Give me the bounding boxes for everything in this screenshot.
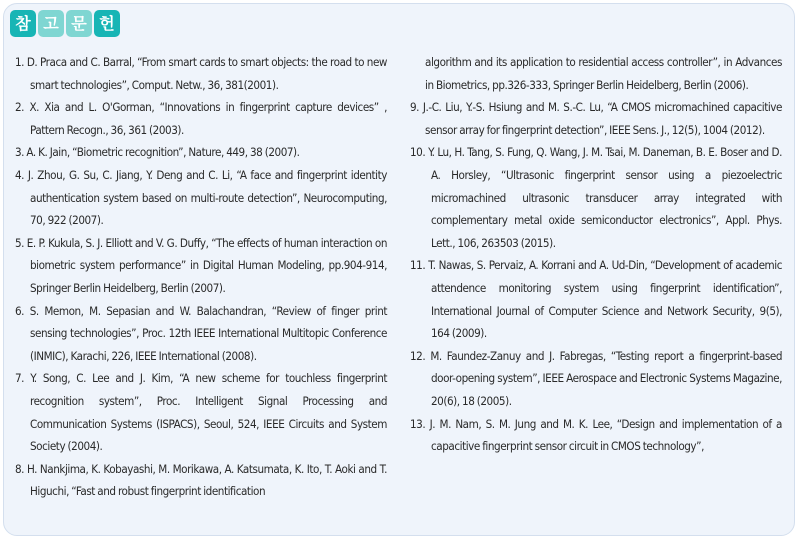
reference-number: 12. xyxy=(410,348,426,363)
reference-number: 8. xyxy=(15,461,25,476)
reference-text: J.-C. Liu, Y.-S. Hsiung and M. S.-C. Lu, “A CMOS micromachined capacitive sensor array for fingerprint detection”, IEEE Sens. J., 12(5), 1004 (2012). xyxy=(422,100,782,137)
reference-text: D. Praca and C. Barral, “From smart cards to smart objects: the road to new smart technologies”, Comput. Netw., 36, 381(2001). xyxy=(26,55,387,92)
title-char-2: 고 xyxy=(38,10,64,37)
reference-item xyxy=(15,96,387,141)
title-char-1: 참 xyxy=(10,10,36,37)
reference-item xyxy=(15,164,387,232)
reference-text: J. Zhou, G. Su, C. Jiang, Y. Deng and C. Li, “A face and fingerprint identity authentication system based on multi-route detection”, Neurocomputing, 70, 922 (2007). xyxy=(27,167,387,228)
title-char-4: 헌 xyxy=(94,10,120,37)
reference-item xyxy=(15,458,387,503)
reference-item xyxy=(410,345,782,413)
title-char-3: 문 xyxy=(66,10,92,37)
reference-item xyxy=(15,367,387,457)
reference-text: E. P. Kukula, S. J. Elliott and V. G. Duffy, “The effects of human interaction on biometric system performance” in Digital Human Modeling, pp.904-914, Springer Berlin Heidelberg, Berlin (2007). xyxy=(26,235,387,295)
reference-column-right xyxy=(410,51,782,458)
reference-text: T. Nawas, S. Pervaiz, A. Korrani and A. Ud-Din, “Development of academic attendence monitoring system using fingerprint identification”, International Journal of Computer Science and Network Security, 9(5), 164 (2009). xyxy=(428,258,782,341)
reference-text: M. Faundez-Zanuy and J. Fabregas, “Testing report a fingerprint-based door-opening system”, IEEE Aerospace and Electronic Systems Magazine, 20(6), 18 (2005). xyxy=(430,348,782,408)
reference-number: 9. xyxy=(410,100,420,115)
reference-number: 5. xyxy=(15,235,25,250)
reference-text: H. Nankjima, K. Kobayashi, M. Morikawa, A. Katsumata, K. Ito, T. Aoki and T. Higuchi, “Fast and robust fingerprint identification xyxy=(26,461,387,499)
reference-number: 10. xyxy=(410,145,426,160)
reference-continuation: algorithm and its application to residential access controller”, in Advances in Biometrics, pp.326-333, Springer Berlin Heidelberg, Berlin (2006). xyxy=(425,55,782,92)
reference-item xyxy=(410,141,782,254)
section-title xyxy=(10,10,120,37)
reference-text: J. M. Nam, S. M. Jung and M. K. Lee, “Design and implementation of a capacitive fingerprint sensor circuit in CMOS technology”, xyxy=(429,416,782,454)
reference-number: 4. xyxy=(15,167,25,182)
reference-item xyxy=(410,96,782,141)
reference-item xyxy=(15,141,387,164)
reference-number: 6. xyxy=(15,303,25,318)
reference-item xyxy=(410,254,782,344)
reference-number: 3. xyxy=(15,145,25,160)
reference-text: X. Xia and L. O'Gorman, “Innovations in fingerprint capture devices” , Pattern Recogn., 36, 361 (2003). xyxy=(29,100,387,137)
reference-text: Y. Song, C. Lee and J. Kim, “A new scheme for touchless fingerprint recognition system”, Proc. Intelligent Signal Processing and Communication Systems (ISPACS), Seoul, 524, IEEE Circuits and System Society (2004). xyxy=(30,371,387,454)
reference-number: 7. xyxy=(15,371,25,386)
reference-number: 13. xyxy=(410,416,426,431)
reference-item xyxy=(410,413,782,458)
reference-column-left xyxy=(15,51,387,503)
reference-item xyxy=(15,300,387,368)
reference-text: Y. Lu, H. Tang, S. Fung, Q. Wang, J. M. Tsai, M. Daneman, B. E. Boser and D. A. Horsley, “Ultrasonic fingerprint sensor using a piezoelectric micromachined ultrasonic transducer array integrated with complementary metal oxide semiconductor electronics”, Appl. Phys. Lett., 106, 263503 (2015). xyxy=(428,145,782,250)
reference-number: 1. xyxy=(15,55,25,69)
reference-text: S. Memon, M. Sepasian and W. Balachandran, “Review of finger print sensing technologies”, Proc. 12th IEEE International Multitopic Conference (INMIC), Karachi, 226, IEEE International (2008). xyxy=(29,303,387,363)
reference-number: 11. xyxy=(410,258,426,273)
reference-item xyxy=(15,51,387,96)
reference-text: A. K. Jain, “Biometric recognition”, Nature, 449, 38 (2007). xyxy=(26,145,300,160)
reference-item xyxy=(15,232,387,300)
reference-number: 2. xyxy=(15,100,25,115)
